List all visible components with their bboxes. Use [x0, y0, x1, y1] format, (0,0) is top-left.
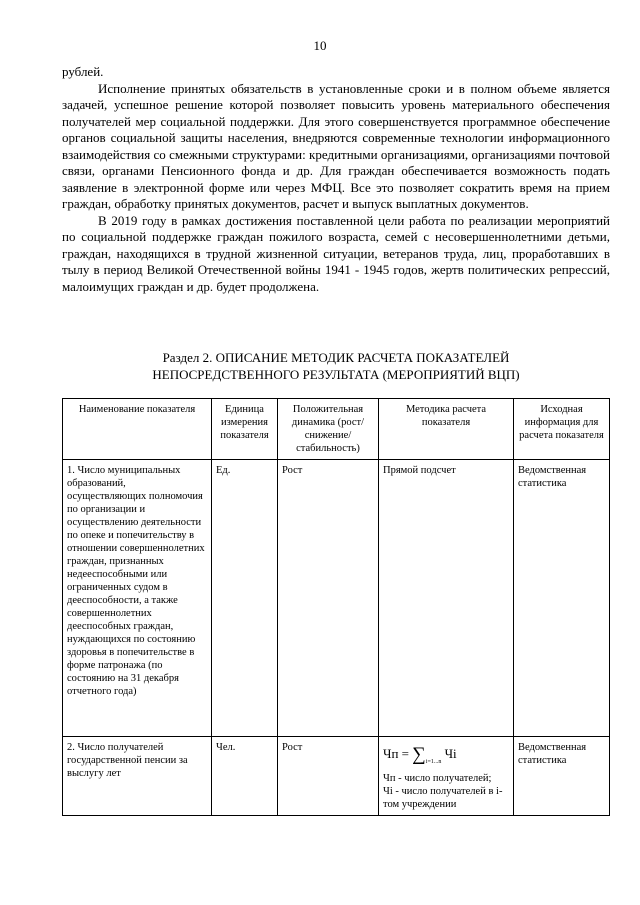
body-text [62, 64, 610, 295]
formula-note-1: Чп - число получателей; [383, 773, 492, 784]
header-dynamics: Положительная динамика (рост/снижение/стабильность) [278, 399, 379, 460]
cell-dynamics: Рост [278, 737, 379, 816]
formula-lhs: Чп = [383, 746, 409, 761]
section-title [62, 349, 610, 383]
cell-unit: Чел. [212, 737, 278, 816]
header-method: Методика расчета показателя [379, 399, 514, 460]
paragraph-fragment: рублей. [62, 64, 104, 79]
cell-method [379, 737, 514, 816]
page-number: 10 [313, 38, 327, 53]
table-row [63, 737, 610, 816]
calculation-formula [383, 744, 509, 769]
paragraph-obligations: Исполнение принятых обязательств в установленные сроки и в полном объеме является задачей, успешное решение которой позволяет повысить уровень материального обеспечения получателей мер социальной поддержки. Для этого совершенствуется программное обеспечение органов социальной защиты населения, внедряются современные технологии информационного взаимодействия со смежными структурами: кредитными организациями, организациями почтовой связи, органами Пенсионного фонда и др. Для граждан обеспечивается возможность подать заявление в электронной форме или через МФЦ. Все это позволяет сократить время на прием граждан, обработку принятых документов, расчет и выпуск выплатных документов. [62, 80, 610, 211]
table-header-row [63, 399, 610, 460]
cell-dynamics: Рост [278, 460, 379, 737]
cell-indicator-name: 2. Число получателей государственной пенсии за выслугу лет [63, 737, 212, 816]
formula-term: Чi [444, 746, 457, 761]
indicators-table [62, 398, 610, 816]
sum-index: i=1...n [425, 759, 442, 765]
cell-unit: Ед. [212, 460, 278, 737]
cell-method: Прямой подсчет [379, 460, 514, 737]
formula-note-2: Чi - число получателей в i-том учреждении [383, 786, 503, 810]
cell-source: Ведомственная статистика [514, 460, 610, 737]
section-title-line-1: Раздел 2. ОПИСАНИЕ МЕТОДИК РАСЧЕТА ПОКАЗАТЕЛЕЙ [162, 350, 510, 365]
header-source: Исходная информация для расчета показателя [514, 399, 610, 460]
header-name: Наименование показателя [63, 399, 212, 460]
paragraph-2019-plans: В 2019 году в рамках достижения поставленной цели работа по реализации мероприятий по социальной поддержке граждан пожилого возраста, семей с несовершеннолетними детьми, граждан, находящихся в трудной жизненной ситуации, ветеранов труда, лиц, проработавших в тылу в период Великой Отечественной войны 1941 - 1945 годов, жертв политических репрессий, малоимущих граждан и др. будет продолжена. [62, 212, 610, 294]
sum-symbol: ∑ [412, 744, 426, 765]
cell-indicator-name: 1. Число муниципальных образований, осуществляющих полномочия по организации и осуществлению деятельности по опеке и попечительству в отношении совершеннолетних граждан, признанных недееспособными или ограниченных судом в дееспособности, а также совершеннолетних дееспособных граждан, нуждающихся по состоянию здоровья в попечительстве в форме патронажа (по состоянию на 31 декабря отчетного года) [63, 460, 212, 737]
table-row [63, 460, 610, 737]
section-title-line-2: НЕПОСРЕДСТВЕННОГО РЕЗУЛЬТАТА (МЕРОПРИЯТИЙ ВЦП) [152, 367, 520, 382]
header-unit: Единица измерения показателя [212, 399, 278, 460]
cell-source: Ведомственная статистика [514, 737, 610, 816]
